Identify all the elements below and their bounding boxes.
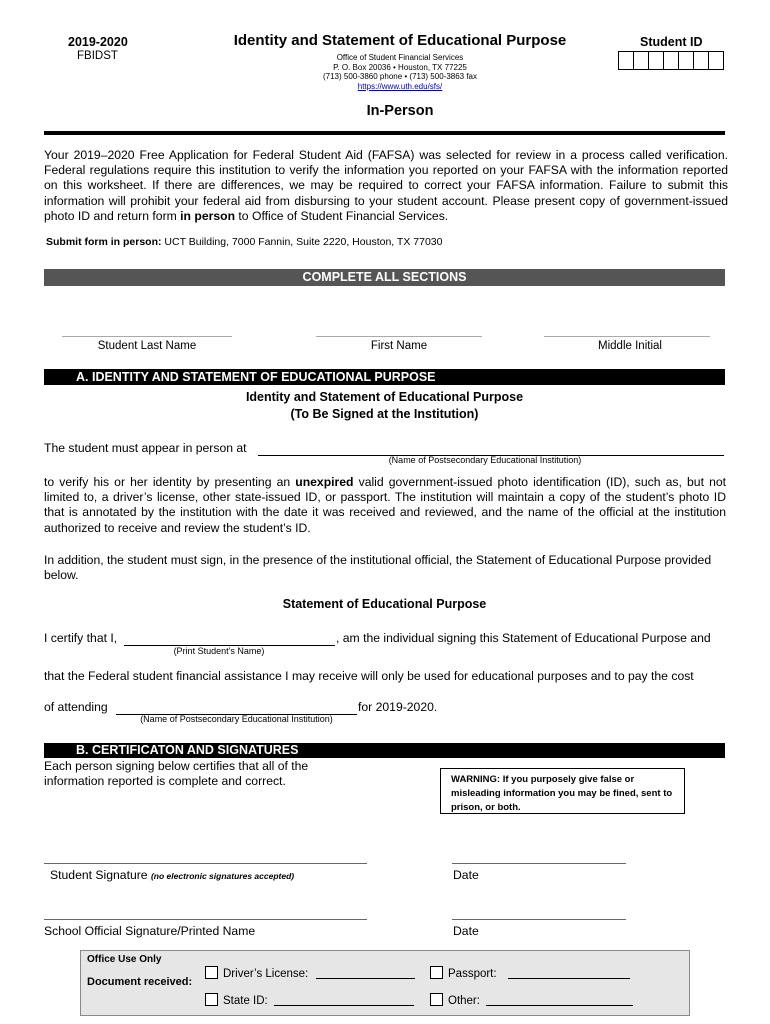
state-id-field[interactable] [274,994,414,1006]
form-title: Identity and Statement of Educational Purpose [233,32,567,49]
passport-option[interactable]: Passport: [430,966,497,980]
federal-assistance-text: that the Federal student financial assistance I may receive will only be used for educational purposes and to pay the cost [44,669,694,683]
student-id-digit-box[interactable] [678,51,693,70]
student-last-name-label: Student Last Name [97,340,197,352]
student-date-label: Date [453,868,479,882]
office-line: Office of Student Financial Services [336,53,464,62]
certifies-text: Each person signing below certifies that all of the information reported is complete and correct. [44,759,309,788]
middle-initial-label: Middle Initial [598,340,662,352]
office-website-link[interactable]: https://www.uth.edu/sfs/ [357,81,443,91]
certify-start-text: I certify that I, [44,631,118,645]
section-a-header: A. IDENTITY AND STATEMENT OF EDUCATIONAL PURPOSE [44,369,725,385]
institution-name-caption: (Name of Postsecondary Educational Institution) [388,455,582,465]
submit-instructions: Submit form in person: UCT Building, 7000 Fannin, Suite 2220, Houston, TX 77030 [46,236,443,248]
office-line: P. O. Box 20036 • Houston, TX 77225 [333,62,467,72]
warning-box: WARNING: If you purposely give false or misleading information you may be fined, sent to prison, or both. [440,768,685,814]
student-id-digit-box[interactable] [663,51,678,70]
certify-end-text: , am the individual signing this Statement of Educational Purpose and [336,631,711,645]
office-line: (713) 500-3860 phone • (713) 500-3863 fax [322,72,478,81]
verify-identity-paragraph: to verify his or her identity by presenting an unexpired valid government-issued photo identification (ID), such as, but not limited to, a driver’s license, other state-issued ID, or passport. The institution will maintain a copy of the student’s photo ID that is annotated by the institution with the date it was received and reviewed, and the name of the official at the institution authorized to receive and review the student’s ID. [44,475,727,535]
official-date-field[interactable] [452,909,626,920]
attending-start-text: of attending [44,700,108,714]
drivers-license-field[interactable] [316,967,415,979]
passport-checkbox[interactable] [430,966,443,979]
student-last-name-field[interactable] [62,324,232,337]
student-id-label: Student ID [640,35,703,49]
attending-caption: (Name of Postsecondary Educational Institution) [140,714,333,724]
other-field[interactable] [486,994,633,1006]
student-date-field[interactable] [452,853,626,864]
first-name-label: First Name [370,340,428,352]
form-subtitle: In-Person [366,103,434,119]
other-checkbox[interactable] [430,993,443,1006]
official-date-label: Date [453,924,479,938]
middle-initial-field[interactable] [544,324,710,337]
passport-field[interactable] [508,967,630,979]
document-received-label: Document received: [87,976,193,988]
appear-in-person-text: The student must appear in person at [44,441,247,455]
addition-paragraph: In addition, the student must sign, in the presence of the institutional official, the Statement of Educational Purpose provided below. [44,553,712,583]
first-name-field[interactable] [316,324,482,337]
attending-institution-field[interactable] [116,701,357,715]
print-student-name-field[interactable] [124,632,335,646]
section-a-subtitle: (To Be Signed at the Institution) [290,407,479,421]
student-id-digit-box[interactable] [633,51,648,70]
office-address [250,53,550,91]
attending-end-text: for 2019-2020. [358,700,438,714]
student-signature-label: Student Signature (no electronic signatures accepted) [50,868,295,882]
complete-all-sections-banner: COMPLETE ALL SECTIONS [44,269,725,286]
other-option[interactable]: Other: [430,993,480,1007]
student-id-digit-box[interactable] [708,51,724,70]
state-id-option[interactable]: State ID: [205,993,268,1007]
statement-title: Statement of Educational Purpose [282,597,487,611]
school-official-signature-field[interactable] [44,909,367,920]
print-name-caption: (Print Student’s Name) [173,646,265,656]
state-id-checkbox[interactable] [205,993,218,1006]
student-id-boxes[interactable] [618,51,724,70]
student-signature-field[interactable] [44,853,367,864]
section-a-title: Identity and Statement of Educational Purpose [245,390,524,404]
office-use-title: Office Use Only [87,954,162,965]
form-year: 2019-2020 [68,35,128,49]
drivers-license-checkbox[interactable] [205,966,218,979]
intro-paragraph: Your 2019–2020 Free Application for Federal Student Aid (FAFSA) was selected for review in a process called verification. Federal regulations require this institution to verify the information you reported on your FAFSA with the information reported on this worksheet. If there are differences, we may be required to correct your FAFSA information. Failure to submit this information will prohibit your federal aid from disbursing to your student account. Please present copy of government-issued photo ID and return form in person to Office of Student Financial Services. [44,148,728,223]
institution-name-field[interactable] [258,442,724,456]
school-official-signature-label: School Official Signature/Printed Name [44,924,256,938]
form-code: FBIDST [77,50,118,62]
student-id-digit-box[interactable] [693,51,708,70]
header-divider [44,131,725,135]
drivers-license-option[interactable]: Driver’s License: [205,966,308,980]
student-id-digit-box[interactable] [648,51,663,70]
section-b-header: B. CERTIFICATON AND SIGNATURES [44,743,725,758]
student-id-digit-box[interactable] [618,51,633,70]
